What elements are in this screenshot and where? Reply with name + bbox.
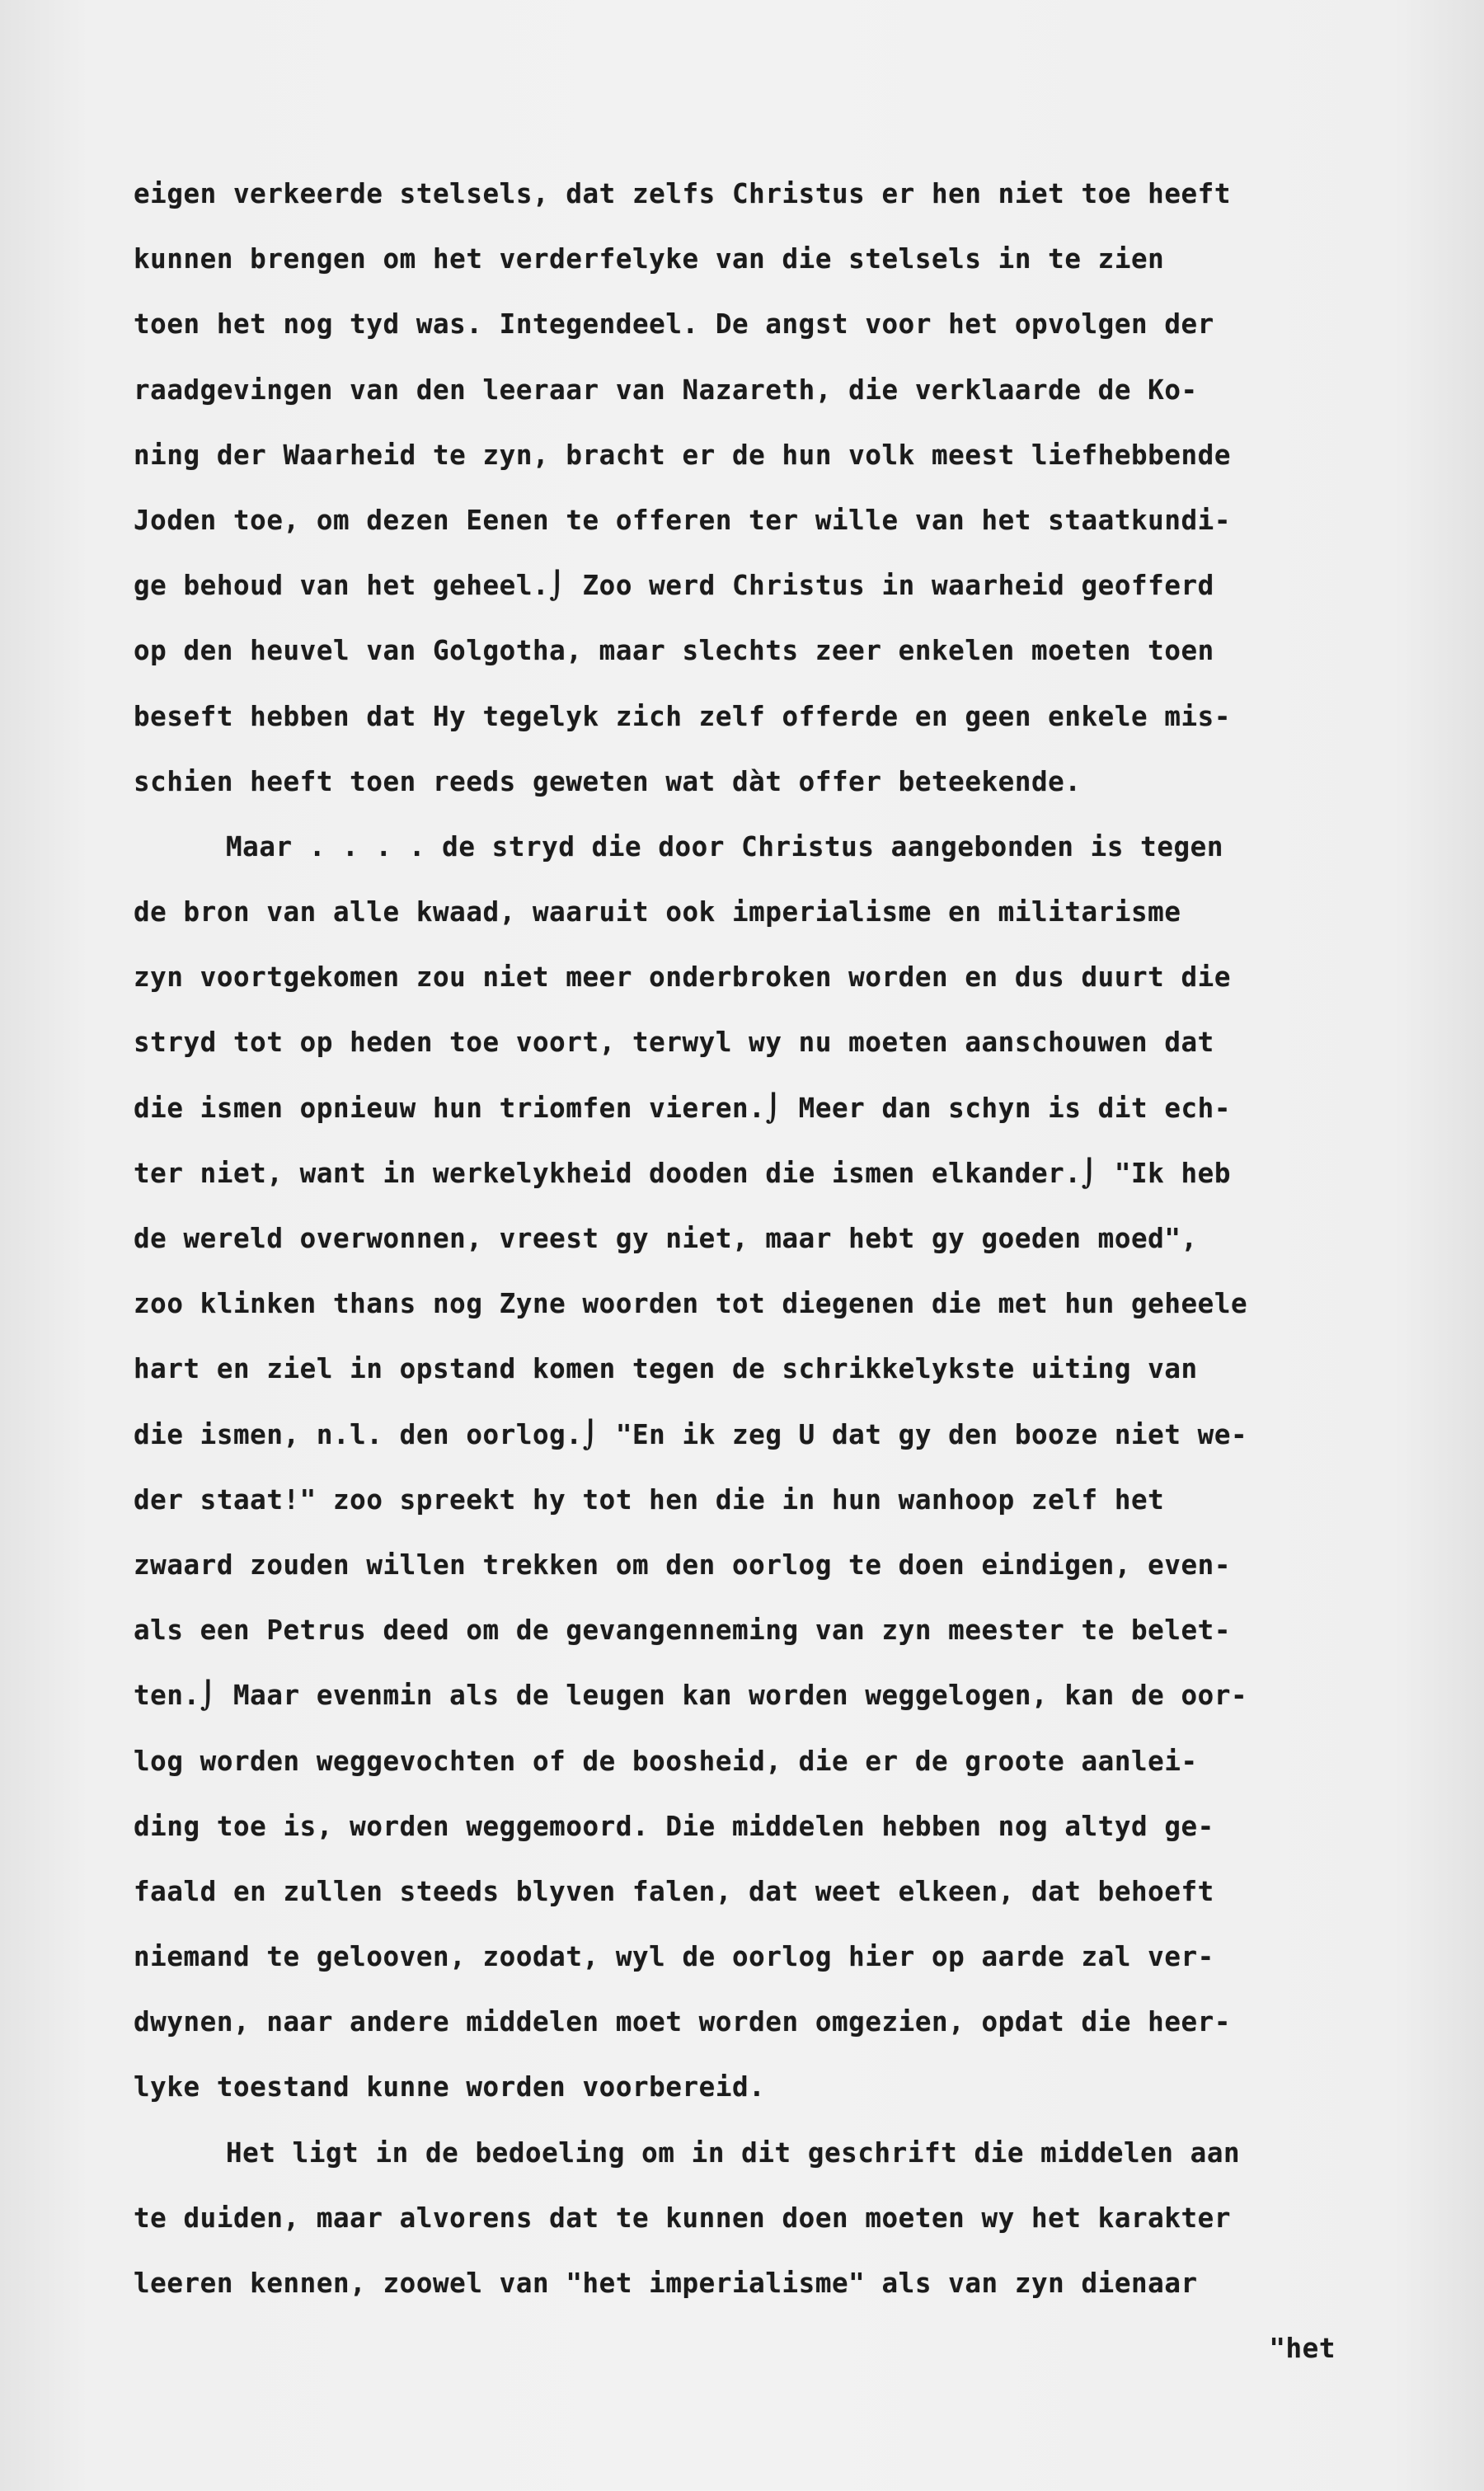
text-line: zwaard zouden willen trekken om den oorlog te doen eindigen, even- [134,1549,1231,1581]
text-line: ge behoud van het geheel.⌡ Zoo werd Christus in waarheid geofferd [134,570,1214,602]
text-line: ning der Waarheid te zyn, bracht er de hun volk meest liefhebbende [134,439,1231,471]
text-line: Joden toe, om dezen Eenen te offeren ter wille van het staatkundi- [134,504,1231,536]
text-line: de bron van alle kwaad, waaruit ook imperialisme en militarisme [134,896,1181,928]
paragraph-start-line: Maar . . . . de stryd die door Christus aangebonden is tegen [226,830,1223,862]
text-line: te duiden, maar alvorens dat te kunnen doen moeten wy het karakter [134,2202,1231,2234]
text-line: schien heeft toen reeds geweten wat dàt offer beteekende. [134,765,1082,797]
text-line: leeren kennen, zoowel van "het imperialisme" als van zyn dienaar [134,2268,1198,2299]
text-line: log worden weggevochten of de boosheid, die er de groote aanlei- [134,1745,1198,1777]
text-line: niemand te gelooven, zoodat, wyl de oorlog hier op aarde zal ver- [134,1941,1214,1973]
text-line: eigen verkeerde stelsels, dat zelfs Christus er hen niet toe heeft [134,178,1231,209]
text-line: zoo klinken thans nog Zyne woorden tot diegenen die met hun geheele [134,1288,1248,1320]
text-line: ten.⌡ Maar evenmin als de leugen kan worden weggelogen, kan de oor- [134,1680,1248,1712]
text-line: beseft hebben dat Hy tegelyk zich zelf offerde en geen enkele mis- [134,700,1231,732]
text-line: ter niet, want in werkelykheid dooden die ismen elkander.⌡ "Ik heb [134,1157,1231,1189]
text-line: der staat!" zoo spreekt hy tot hen die in hun wanhoop zelf het [134,1483,1165,1516]
text-line: faald en zullen steeds blyven falen, dat weet elkeen, dat behoeft [134,1875,1214,1907]
catchword-line: "het [1269,2333,1336,2365]
text-line: zyn voortgekomen zou niet meer onderbroken worden en dus duurt die [134,961,1231,994]
text-line: de wereld overwonnen, vreest gy niet, maar hebt gy goeden moed", [134,1223,1198,1254]
paragraph-start-line: Het ligt in de bedoeling om in dit geschrift die middelen aan [226,2136,1241,2169]
text-line: op den heuvel van Golgotha, maar slechts zeer enkelen moeten toen [134,635,1214,667]
text-line: hart en ziel in opstand komen tegen de schrikkelykste uiting van [134,1353,1198,1385]
text-line: ding toe is, worden weggemoord. Die middelen hebben nog altyd ge- [134,1810,1214,1842]
text-line: toen het nog tyd was. Integendeel. De angst voor het opvolgen der [134,308,1214,341]
text-line: lyke toestand kunne worden voorbereid. [134,2071,766,2103]
text-line: kunnen brengen om het verderfelyke van die stelsels in te zien [134,243,1165,275]
text-line: als een Petrus deed om de gevangenneming van zyn meester te belet- [134,1614,1231,1647]
text-line: die ismen opnieuw hun triomfen vieren.⌡ Meer dan schyn is dit ech- [134,1092,1231,1124]
text-line: dwynen, naar andere middelen moet worden omgezien, opdat die heer- [134,2006,1231,2038]
text-line: stryd tot op heden toe voort, terwyl wy nu moeten aanschouwen dat [134,1027,1214,1059]
text-line: raadgevingen van den leeraar van Nazareth, die verklaarde de Ko- [134,374,1198,406]
typewritten-text [134,162,1387,2381]
text-line: die ismen, n.l. den oorlog.⌡ "En ik zeg U dat gy den booze niet we- [134,1418,1248,1450]
